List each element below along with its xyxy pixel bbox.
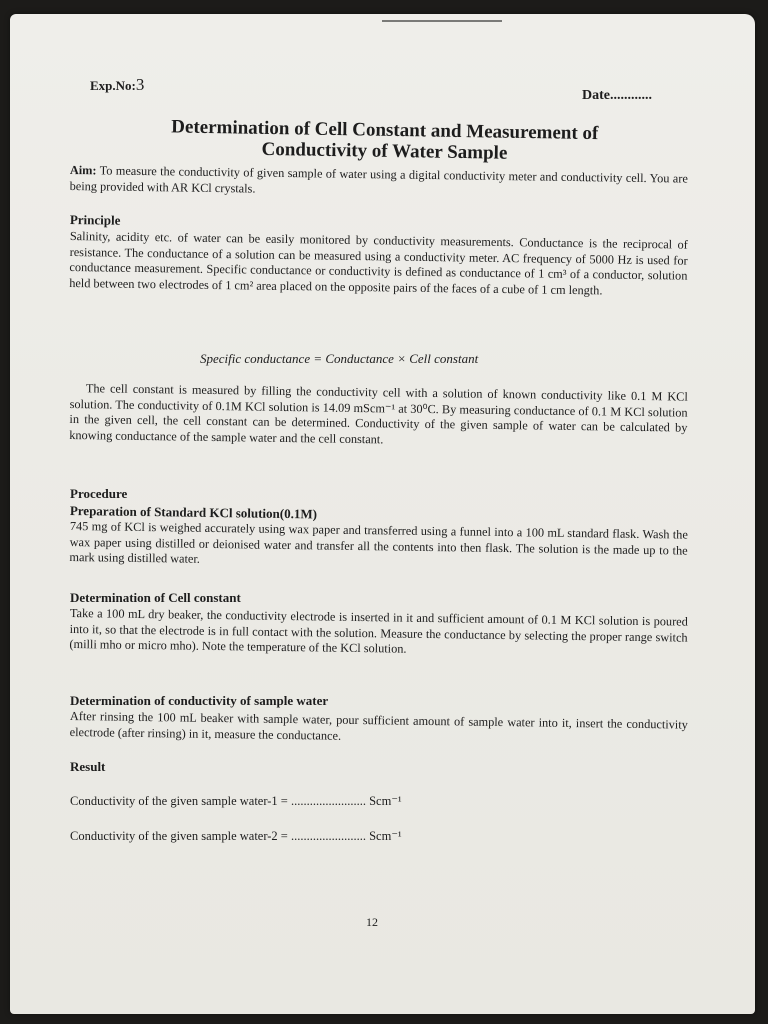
cell-constant-heading: Determination of Cell constant [70, 590, 241, 605]
aim-text: To measure the conductivity of given sample of water using a digital conductivity meter and conductivity cell. You are being provided with AR KCl crystals. [69, 163, 688, 196]
result-line-2: Conductivity of the given sample water-2 = ........................ Scm⁻¹ [70, 829, 402, 843]
page-number: 12 [366, 915, 378, 929]
result-line-1: Conductivity of the given sample water-1 = ........................ Scm⁻¹ [70, 794, 402, 808]
document-page [10, 14, 755, 1014]
result-heading: Result [70, 759, 106, 774]
formula: Specific conductance = Conductance × Cell constant [200, 351, 479, 366]
aim-section [70, 163, 688, 203]
aim-label: Aim: [69, 163, 97, 178]
title-line-1: Determination of Cell Constant and Measurement of [171, 116, 599, 145]
principle-heading: Principle [69, 212, 121, 228]
sample-conductivity-text: After rinsing the 100 mL beaker with sample water, pour sufficient amount of sample water into it, insert the conductivity electrode (after rinsing) in it, measure the conductance. [69, 709, 688, 743]
title-line-2: Conductivity of Water Sample [261, 138, 508, 164]
exp-label: Exp.No: [90, 78, 136, 93]
date-field: Date............ [582, 88, 652, 103]
exp-number: 3 [135, 75, 145, 94]
sample-conductivity-heading: Determination of conductivity of sample water [70, 693, 329, 708]
experiment-number [90, 75, 144, 95]
principle-paragraph: Salinity, acidity etc. of water can be easily monitored by conductivity measurements. Conductance is the reciprocal of resistance. The conductance of a solution can be measured using a conductivity meter. AC frequency of 5000 Hz is used for conductance measurement. Specific conductance or conductivity is defined as conductance of 1 cm³ of a conductor, solution held between two electrodes of 1 cm² area placed on the opposite pairs of the faces of a cube of 1 cm length. [69, 229, 688, 298]
principle-paragraph-2: The cell constant is measured by filling the conductivity cell with a solution of known conductivity like 0.1 M KCl solution. The conductivity of 0.1M KCl solution is 14.09 mScm⁻¹ at 30⁰C. By measuring conductance of 0.1 M KCl solution in the given cell, the cell constant can be determined. Conductivity of the given sample of water can be calculated by knowing conductance of the sample water and the cell constant. [69, 381, 688, 447]
procedure-heading: Procedure [70, 486, 128, 501]
kcl-preparation-text: 745 mg of KCl is weighed accurately using wax paper and transferred using a funnel into a 100 mL standard flask. Wash the wax paper using distilled or deionised water and transfer all the contents into then flask. The solution is the made up to the mark using distilled water. [69, 519, 688, 567]
kcl-preparation-heading: Preparation of Standard KCl solution(0.1M) [69, 503, 318, 522]
cell-constant-text: Take a 100 mL dry beaker, the conductivity electrode is inserted in it and sufficient amount of 0.1 M KCl solution is poured into it, so that the electrode is in full contact with the solution. Measure the conductance by selecting the proper range switch (milli mho or micro mho). Note the temperature of the KCl solution. [69, 606, 688, 656]
page-edge-line [382, 20, 502, 22]
page-title [79, 115, 690, 167]
